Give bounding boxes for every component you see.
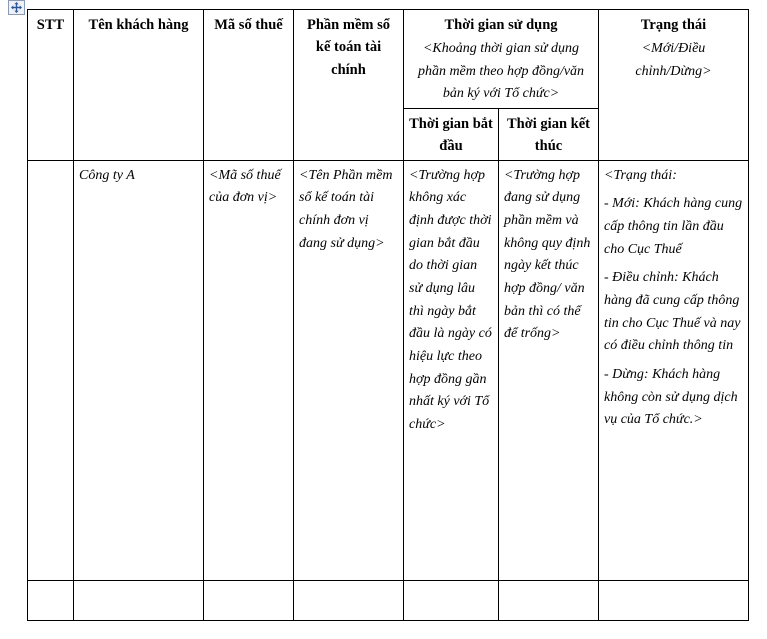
status-paragraph: - Mới: Khách hàng cung cấp thông tin lần đầu cho Cục Thuế: [604, 196, 743, 257]
header-status: Trạng thái <Mới/Điều chỉnh/Dừng>: [599, 10, 749, 161]
cell-software[interactable]: <Tên Phần mềm sổ kế toán tài chính đơn vị đang sử dụng>: [294, 160, 404, 580]
cell-software[interactable]: [294, 580, 404, 620]
cell-start-time[interactable]: <Trường hợp không xác định được thời gian bắt đầu do thời gian sử dụng lâu thì ngày bắt đầu là ngày có hiệu lực theo hợp đồng gần nhất ký với Tổ chức>: [404, 160, 499, 580]
header-tax-code: Mã số thuế: [204, 10, 294, 161]
header-stt: STT: [28, 10, 74, 161]
cell-start-time[interactable]: [404, 580, 499, 620]
cell-stt[interactable]: [28, 580, 74, 620]
status-paragraph: - Dừng: Khách hàng không còn sử dụng dịch vụ của Tổ chức.>: [604, 366, 738, 428]
table-row: [28, 160, 749, 580]
header-start-time: Thời gian bắt đầu: [404, 108, 499, 160]
cell-customer-name[interactable]: [74, 580, 204, 620]
table-header-row-main: [28, 10, 749, 109]
header-end-time: Thời gian kết thúc: [499, 108, 599, 160]
cell-end-time[interactable]: <Trường hợp đang sử dụng phần mềm và không quy định ngày kết thúc hợp đồng/ văn bản thì có thể để trống>: [499, 160, 599, 580]
cell-tax-code[interactable]: [204, 580, 294, 620]
cell-tax-code[interactable]: <Mã số thuế của đơn vị>: [204, 160, 294, 580]
table-row: [28, 580, 749, 620]
cell-stt[interactable]: [28, 160, 74, 580]
cell-status[interactable]: [599, 580, 749, 620]
customer-software-table: [27, 9, 749, 621]
move-4way-icon: [11, 2, 22, 13]
cell-status[interactable]: [599, 160, 749, 580]
status-paragraph-list: [604, 165, 743, 432]
header-usage-period: Thời gian sử dụng <Khoảng thời gian sử dụng phần mềm theo hợp đồng/văn bản ký với Tổ chức>: [404, 10, 599, 109]
table-move-handle[interactable]: [8, 0, 25, 15]
header-software: Phần mềm sổ kế toán tài chính: [294, 10, 404, 161]
cell-customer-name[interactable]: Công ty A: [74, 160, 204, 580]
cell-end-time[interactable]: [499, 580, 599, 620]
header-customer-name: Tên khách hàng: [74, 10, 204, 161]
status-paragraph: <Trạng thái:: [604, 167, 677, 183]
status-paragraph: - Điều chỉnh: Khách hàng đã cung cấp thông tin cho Cục Thuế và nay có điều chỉnh thông tin: [604, 270, 741, 354]
